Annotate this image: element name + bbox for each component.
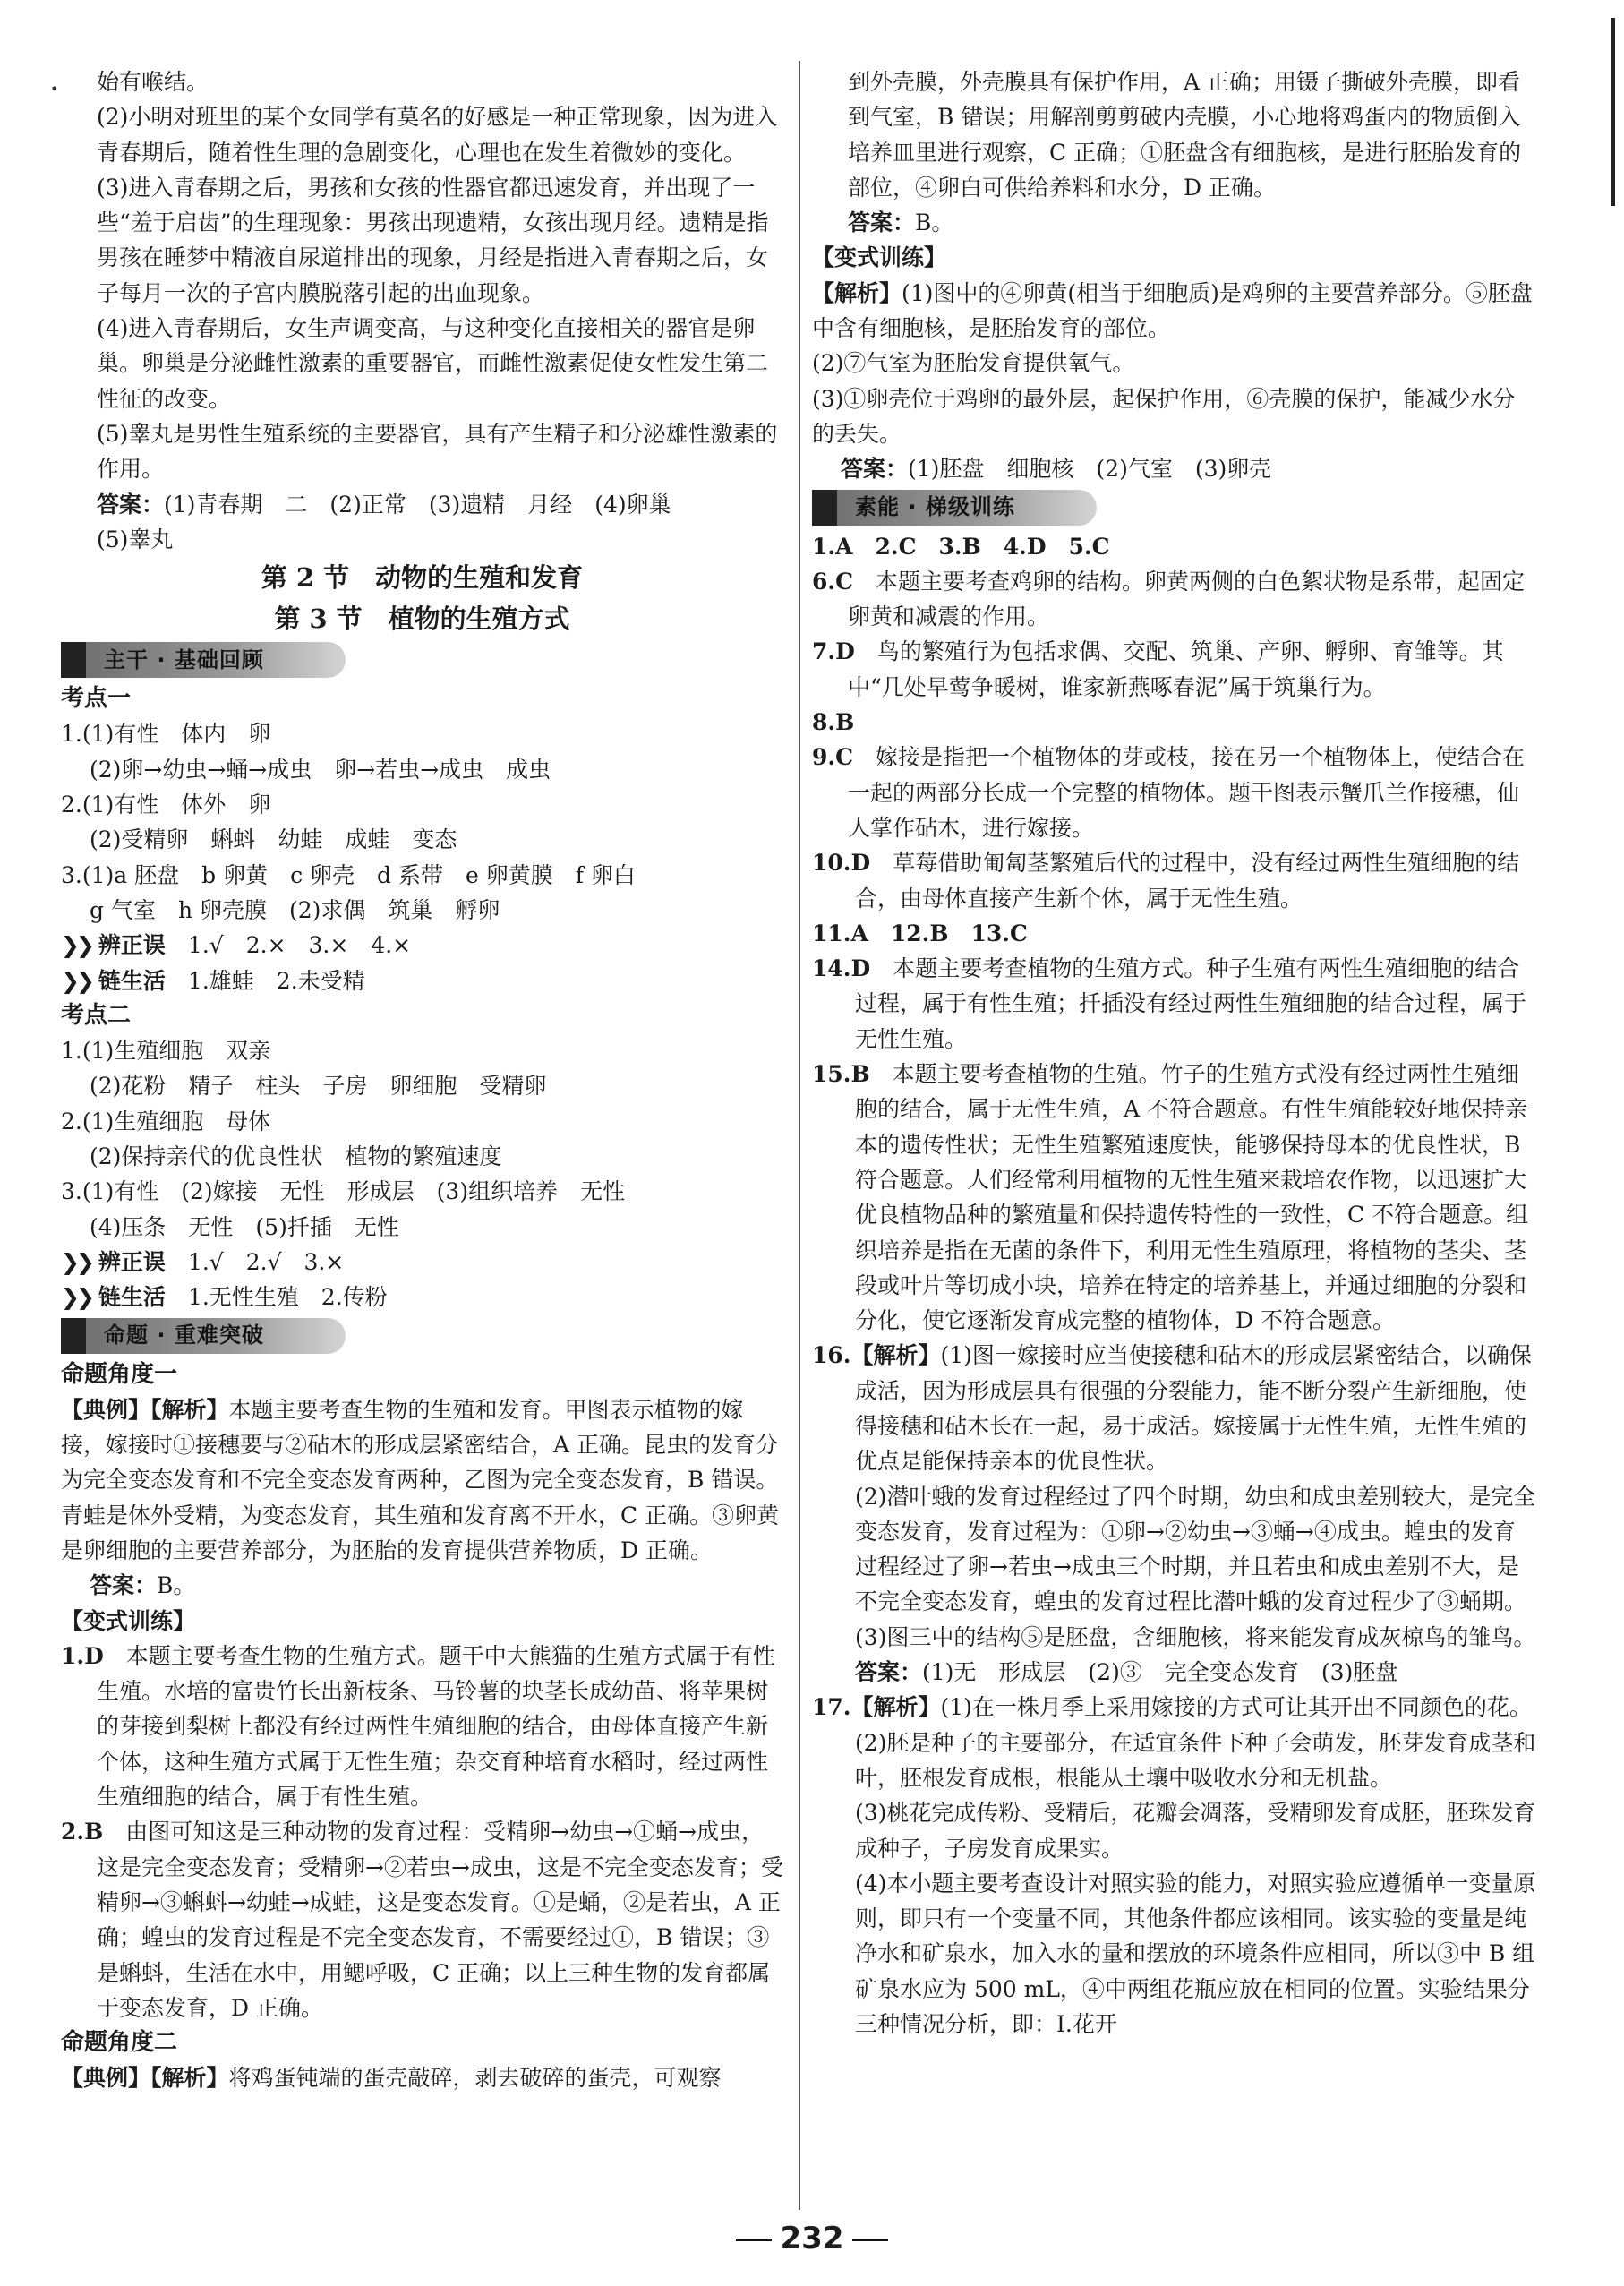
subheading: 命题角度一 [61, 1360, 178, 1388]
answer-text: B。 [915, 210, 954, 236]
life-link-line [61, 963, 783, 998]
page-edge-mark [1611, 18, 1615, 206]
answer-label: 答案： [855, 1659, 923, 1686]
section-banner [61, 1318, 346, 1354]
paragraph [812, 1338, 1537, 1478]
paragraph-text: 本题主要考查植物的生殖。竹子的生殖方式没有经过两性生殖细胞的结合，属于无性生殖，A 不符合题意。有性生殖能较好地保持亲本的遗传性状；无性生殖繁殖速度快，能够保持母本的优良性状，B 符合题意。人们经常利用植物的无性生殖来栽培农作物，以迅速扩大优良植物品种的繁殖量和保持遗传特性的一致性，C 不符合题意。组织培养是指在无菌的条件下，利用无性生殖原理，将植物的茎尖、茎段或叶片等切成小块，培养在特定的培养基上，并通过细胞的分裂和分化，使它逐渐发育成完整的植物体，D 不符合题意。 [855, 1061, 1529, 1334]
tag-label: 【典例】【解析】 [61, 1396, 229, 1423]
answer-line: 2.(1)生殖细胞 母体 [61, 1108, 271, 1134]
answer-text: (1)无 形成层 (2)③ 完全变态发育 (3)胚盘 [922, 1659, 1398, 1686]
paragraph: (3)桃花完成传粉、受精后，花瓣会凋落，受精卵发育成胚，胚珠发育成种子，子房发育成果实。 [855, 1800, 1536, 1862]
footer-dash [852, 2239, 888, 2241]
question-number: 1.D [61, 1642, 104, 1669]
question-number: 9.C [812, 744, 853, 771]
section-title: 第 2 节 动物的生殖和发育 [261, 562, 584, 594]
section-banner [812, 490, 1097, 526]
answer-line: (2)保持亲代的优良性状 植物的繁殖速度 [90, 1143, 502, 1170]
paragraph-text: 将鸡蛋钝端的蛋壳敲碎，剥去破碎的蛋壳，可观察 [228, 2065, 722, 2092]
tag-label: 链生活 [98, 967, 166, 994]
question-number: 6.C [812, 568, 853, 595]
paragraph: (4)本小题主要考查设计对照实验的能力，对照实验应遵循单一变量原则，即只有一个变量不同，其他条件都应该相同。该实验的变量是纯净水和矿泉水，加入水的量和摆放的环境条件应相同，所以③中 B 组矿泉水应为 500 mL，④中两组花瓶应放在相同的位置。实验结果分三种情况分析，即：Ⅰ.花开 [855, 1870, 1536, 2038]
paragraph: (2)胚是种子的主要部分，在适宜条件下种子会萌发，胚芽发育成茎和叶，胚根发育成根，根能从土壤中吸收水分和无机盐。 [855, 1729, 1536, 1791]
paragraph: (3)①卵壳位于鸡卵的最外层，起保护作用，⑥壳膜的保护，能减少水分的丢失。 [812, 385, 1516, 447]
answer-line: (2)花粉 精子 柱头 子房 卵细胞 受精卵 [90, 1073, 547, 1100]
banner-label: 主干 · 基础回顾 [104, 646, 264, 672]
tag-text: 1.雄蛙 2.未受精 [187, 967, 365, 994]
answer-text: (1)青春期 二 (2)正常 (3)遗精 月经 (4)卵巢 [164, 491, 671, 518]
paragraph [812, 740, 1537, 845]
tag-text: 1.√ 2.√ 3.× [187, 1248, 345, 1275]
paragraph [61, 2060, 783, 2095]
paragraph [812, 951, 1537, 1057]
question-number: 17. [812, 1694, 851, 1721]
paragraph [812, 634, 1537, 705]
question-number: 15.B [812, 1061, 870, 1088]
banner-cap [61, 1318, 86, 1354]
answer-line: 3.(1)有性 (2)嫁接 无性 形成层 (3)组织培养 无性 [61, 1178, 626, 1205]
paragraph-text: (1)图中的④卵黄(相当于细胞质)是鸡卵的主要营养部分。⑤胚盘中含有细胞核，是胚胎发育的部位。 [812, 279, 1533, 342]
double-chevron-icon: ❯❯ [61, 932, 91, 959]
paragraph-text: 本题主要考查植物的生殖方式。种子生殖有两性生殖细胞的结合过程，属于有性生殖；扦插没有经过两性生殖细胞的结合过程，属于无性生殖。 [855, 955, 1527, 1052]
double-chevron-icon: ❯❯ [61, 1248, 91, 1275]
subheading: 考点一 [61, 685, 132, 713]
page-number: 232 [780, 2221, 844, 2256]
answer-line: (2)卵→幼虫→蛹→成虫 卵→若虫→成虫 成虫 [90, 756, 551, 783]
paragraph-text: 本题主要考查鸡卵的结构。卵黄两侧的白色絮状物是系带，起固定卵黄和减震的作用。 [848, 568, 1526, 630]
answer-line: 8.B [812, 709, 855, 736]
answer-line: 3.(1)a 胚盘 b 卵黄 c 卵壳 d 系带 e 卵黄膜 f 卵白 [61, 861, 636, 888]
tag-label: 辨正误 [98, 1248, 166, 1275]
paragraph-text: 鸟的繁殖行为包括求偶、交配、筑巢、产卵、孵卵、育雏等。其中“几处早莺争暖树，谁家新燕啄春泥”属于筑巢行为。 [848, 638, 1504, 700]
subheading: 【变式训练】 [61, 1607, 196, 1634]
paragraph [61, 1814, 783, 2025]
section-banner [61, 642, 346, 678]
correction-line [61, 1245, 783, 1280]
answer-line: (5)睾丸 [97, 526, 174, 552]
answer-label: 答案： [841, 456, 909, 483]
answer-label: 答案： [848, 210, 916, 236]
paragraph [812, 564, 1537, 635]
answer-line: g 气室 h 卵壳膜 (2)求偶 筑巢 孵卵 [90, 896, 500, 923]
paragraph-text: 嫁接是指把一个植物体的芽或枝，接在另一个植物体上，使结合在一起的两部分长成一个完整的植物体。题干图表示蟹爪兰作接穗，仙人掌作砧木，进行嫁接。 [848, 744, 1526, 841]
banner-label: 命题 · 重难突破 [104, 1322, 264, 1348]
paragraph: (5)睾丸是男性生殖系统的主要器官，具有产生精子和分泌雄性激素的作用。 [97, 420, 778, 483]
tag-label: 辨正误 [98, 932, 166, 959]
paragraph-text: 本题主要考查生物的生殖和发育。甲图表示植物的嫁接，嫁接时①接穗要与②砧木的形成层紧密结合，A 正确。昆虫的发育分为完全变态发育和不完全变态发育两种，乙图为完全变态发育，B 错误。青蛙是体外受精，为变态发育，其生殖和发育离不开水，C 正确。③卵黄是卵细胞的主要营养部分，为胚胎的发育提供营养物质，D 正确。 [61, 1396, 780, 1563]
paragraph-text: 由图可知这是三种动物的发育过程：受精卵→幼虫→①蛹→成虫，这是完全变态发育；受精卵→②若虫→成虫，这是不完全变态发育；受精卵→③蝌蚪→幼蛙→成蛙，这是变态发育。①是蛹，②是若虫，A 正确；蝗虫的发育过程是不完全变态发育，不需要经过①，B 错误；③是蝌蚪，生活在水中，用鳃呼吸，C 正确；以上三种生物的发育都属于变态发育，D 正确。 [97, 1819, 783, 2021]
paragraph [812, 1690, 1537, 1725]
answer-line: 11.A 12.B 13.C [812, 920, 1028, 946]
answer-text: B。 [157, 1572, 196, 1599]
answer-line: 1.A 2.C 3.B 4.D 5.C [812, 533, 1110, 560]
paragraph: (4)进入青春期后，女生声调变高，与这种变化直接相关的器官是卵巢。卵巢是分泌雌性激素的重要器官，而雌性激素促使女性发生第二性征的改变。 [97, 315, 769, 412]
paragraph [812, 1057, 1537, 1338]
tag-label: 【解析】 [812, 279, 902, 306]
answer-line: (2)受精卵 蝌蚪 幼蛙 成蛙 变态 [90, 826, 457, 853]
double-chevron-icon: ❯❯ [61, 967, 91, 994]
left-column [61, 64, 783, 2096]
banner-cap [61, 642, 86, 678]
paragraph: 始有喉结。 [97, 69, 209, 95]
question-number: 14.D [812, 955, 871, 982]
paragraph-text: (1)图一嫁接时应当使接穗和砧木的形成层紧密结合，以确保成活，因为形成层具有很强的分裂能力，能不断分裂产生新细胞，使得接穗和砧木长在一起，易于成活。嫁接属于无性生殖，无性生殖的优点是能保持亲本的优良性状。 [855, 1342, 1532, 1475]
paragraph [812, 845, 1537, 916]
section-title: 第 3 节 植物的生殖方式 [274, 604, 570, 635]
double-chevron-icon: ❯❯ [61, 1284, 91, 1311]
paragraph-text: 草莓借助匍匐茎繁殖后代的过程中，没有经过两性生殖细胞的结合，由母体直接产生新个体，属于无性生殖。 [855, 850, 1520, 912]
answer-line: 1.(1)生殖细胞 双亲 [61, 1038, 271, 1065]
paragraph: 到外壳膜，外壳膜具有保护作用，A 正确；用镊子撕破外壳膜，即看到气室，B 错误；用解剖剪剪破内壳膜，小心地将鸡蛋内的物质倒入培养皿里进行观察，C 正确；①胚盘含有细胞核，是进行胚胎发育的部位，④卵白可供给养料和水分，D 正确。 [848, 69, 1522, 201]
footer-dash [736, 2239, 772, 2241]
tag-label: 【典例】【解析】 [61, 2065, 229, 2092]
paragraph [812, 276, 1537, 347]
answer-line [812, 451, 1537, 486]
question-number: 2.B [61, 1819, 104, 1845]
subheading: 命题角度二 [61, 2029, 178, 2057]
answer-line: (4)压条 无性 (5)扦插 无性 [90, 1213, 399, 1240]
banner-label: 素能 · 梯级训练 [855, 493, 1015, 519]
paragraph: (3)图三中的结构⑤是胚盘，含细胞核，将来能发育成灰椋鸟的雏鸟。 [855, 1623, 1536, 1650]
answer-line [812, 1655, 1537, 1690]
tag-label: 链生活 [98, 1284, 166, 1311]
correction-line [61, 928, 783, 963]
paragraph: (2)⑦气室为胚胎发育提供氧气。 [812, 350, 1135, 377]
question-number: 10.D [812, 850, 871, 877]
question-number: 16. [812, 1342, 851, 1369]
column-divider [799, 61, 800, 2210]
paragraph [61, 1392, 783, 1568]
subheading: 考点二 [61, 1001, 132, 1029]
subheading: 【变式训练】 [812, 244, 947, 271]
paragraph: (2)小明对班里的某个女同学有莫名的好感是一种正常现象，因为进入青春期后，随着性生理的急剧变化，心理也在发生着微妙的变化。 [97, 104, 778, 166]
answer-line [61, 487, 783, 522]
tag-text: 1.无性生殖 2.传粉 [187, 1284, 388, 1311]
answer-line [61, 1568, 783, 1603]
life-link-line [61, 1280, 783, 1314]
answer-line [812, 205, 1537, 240]
answer-text: (1)胚盘 细胞核 (2)气室 (3)卵壳 [908, 456, 1272, 483]
page-footer [0, 2221, 1624, 2256]
banner-cap [812, 490, 837, 526]
paragraph [61, 1639, 783, 1814]
tag-label: 【解析】 [850, 1342, 941, 1369]
right-column [812, 64, 1537, 2042]
answer-line: 2.(1)有性 体外 卵 [61, 792, 271, 818]
paragraph-text: 本题主要考查生物的生殖方式。题干中大熊猫的生殖方式属于有性生殖。水培的富贵竹长出新枝条、马铃薯的块茎长成幼苗、将苹果树的芽接到梨树上都没有经过两性生殖细胞的结合，由母体直接产生新个体，这种生殖方式属于无性生殖；杂交育种培育水稻时，经过两性生殖细胞的结合，属于有性生殖。 [97, 1642, 775, 1811]
question-number: 7.D [812, 638, 855, 665]
tag-label: 【解析】 [850, 1694, 941, 1721]
corner-dot: • [50, 81, 59, 98]
answer-line: 1.(1)有性 体内 卵 [61, 721, 271, 748]
tag-text: 1.√ 2.× 3.× 4.× [187, 932, 412, 959]
paragraph-text: (1)在一株月季上采用嫁接的方式可让其开出不同颜色的花。 [940, 1694, 1532, 1721]
paragraph: (2)潜叶蛾的发育过程经过了四个时期，幼虫和成虫差别较大，是完全变态发育，发育过程为：①卵→②幼虫→③蛹→④成虫。蝗虫的发育过程经过了卵→若虫→成虫三个时期，并且若虫和成虫差别不大，是不完全变态发育，蝗虫的发育过程比潜叶蛾的发育过程少了③蛹期。 [855, 1483, 1536, 1615]
paragraph: (3)进入青春期之后，男孩和女孩的性器官都迅速发育，并出现了一些“羞于启齿”的生理现象：男孩出现遗精，女孩出现月经。遗精是指男孩在睡梦中精液自尿道排出的现象，月经是指进入青春期之后，女子每月一次的子宫内膜脱落引起的出血现象。 [97, 174, 769, 306]
answer-label: 答案： [90, 1572, 158, 1599]
answer-label: 答案： [97, 491, 165, 518]
